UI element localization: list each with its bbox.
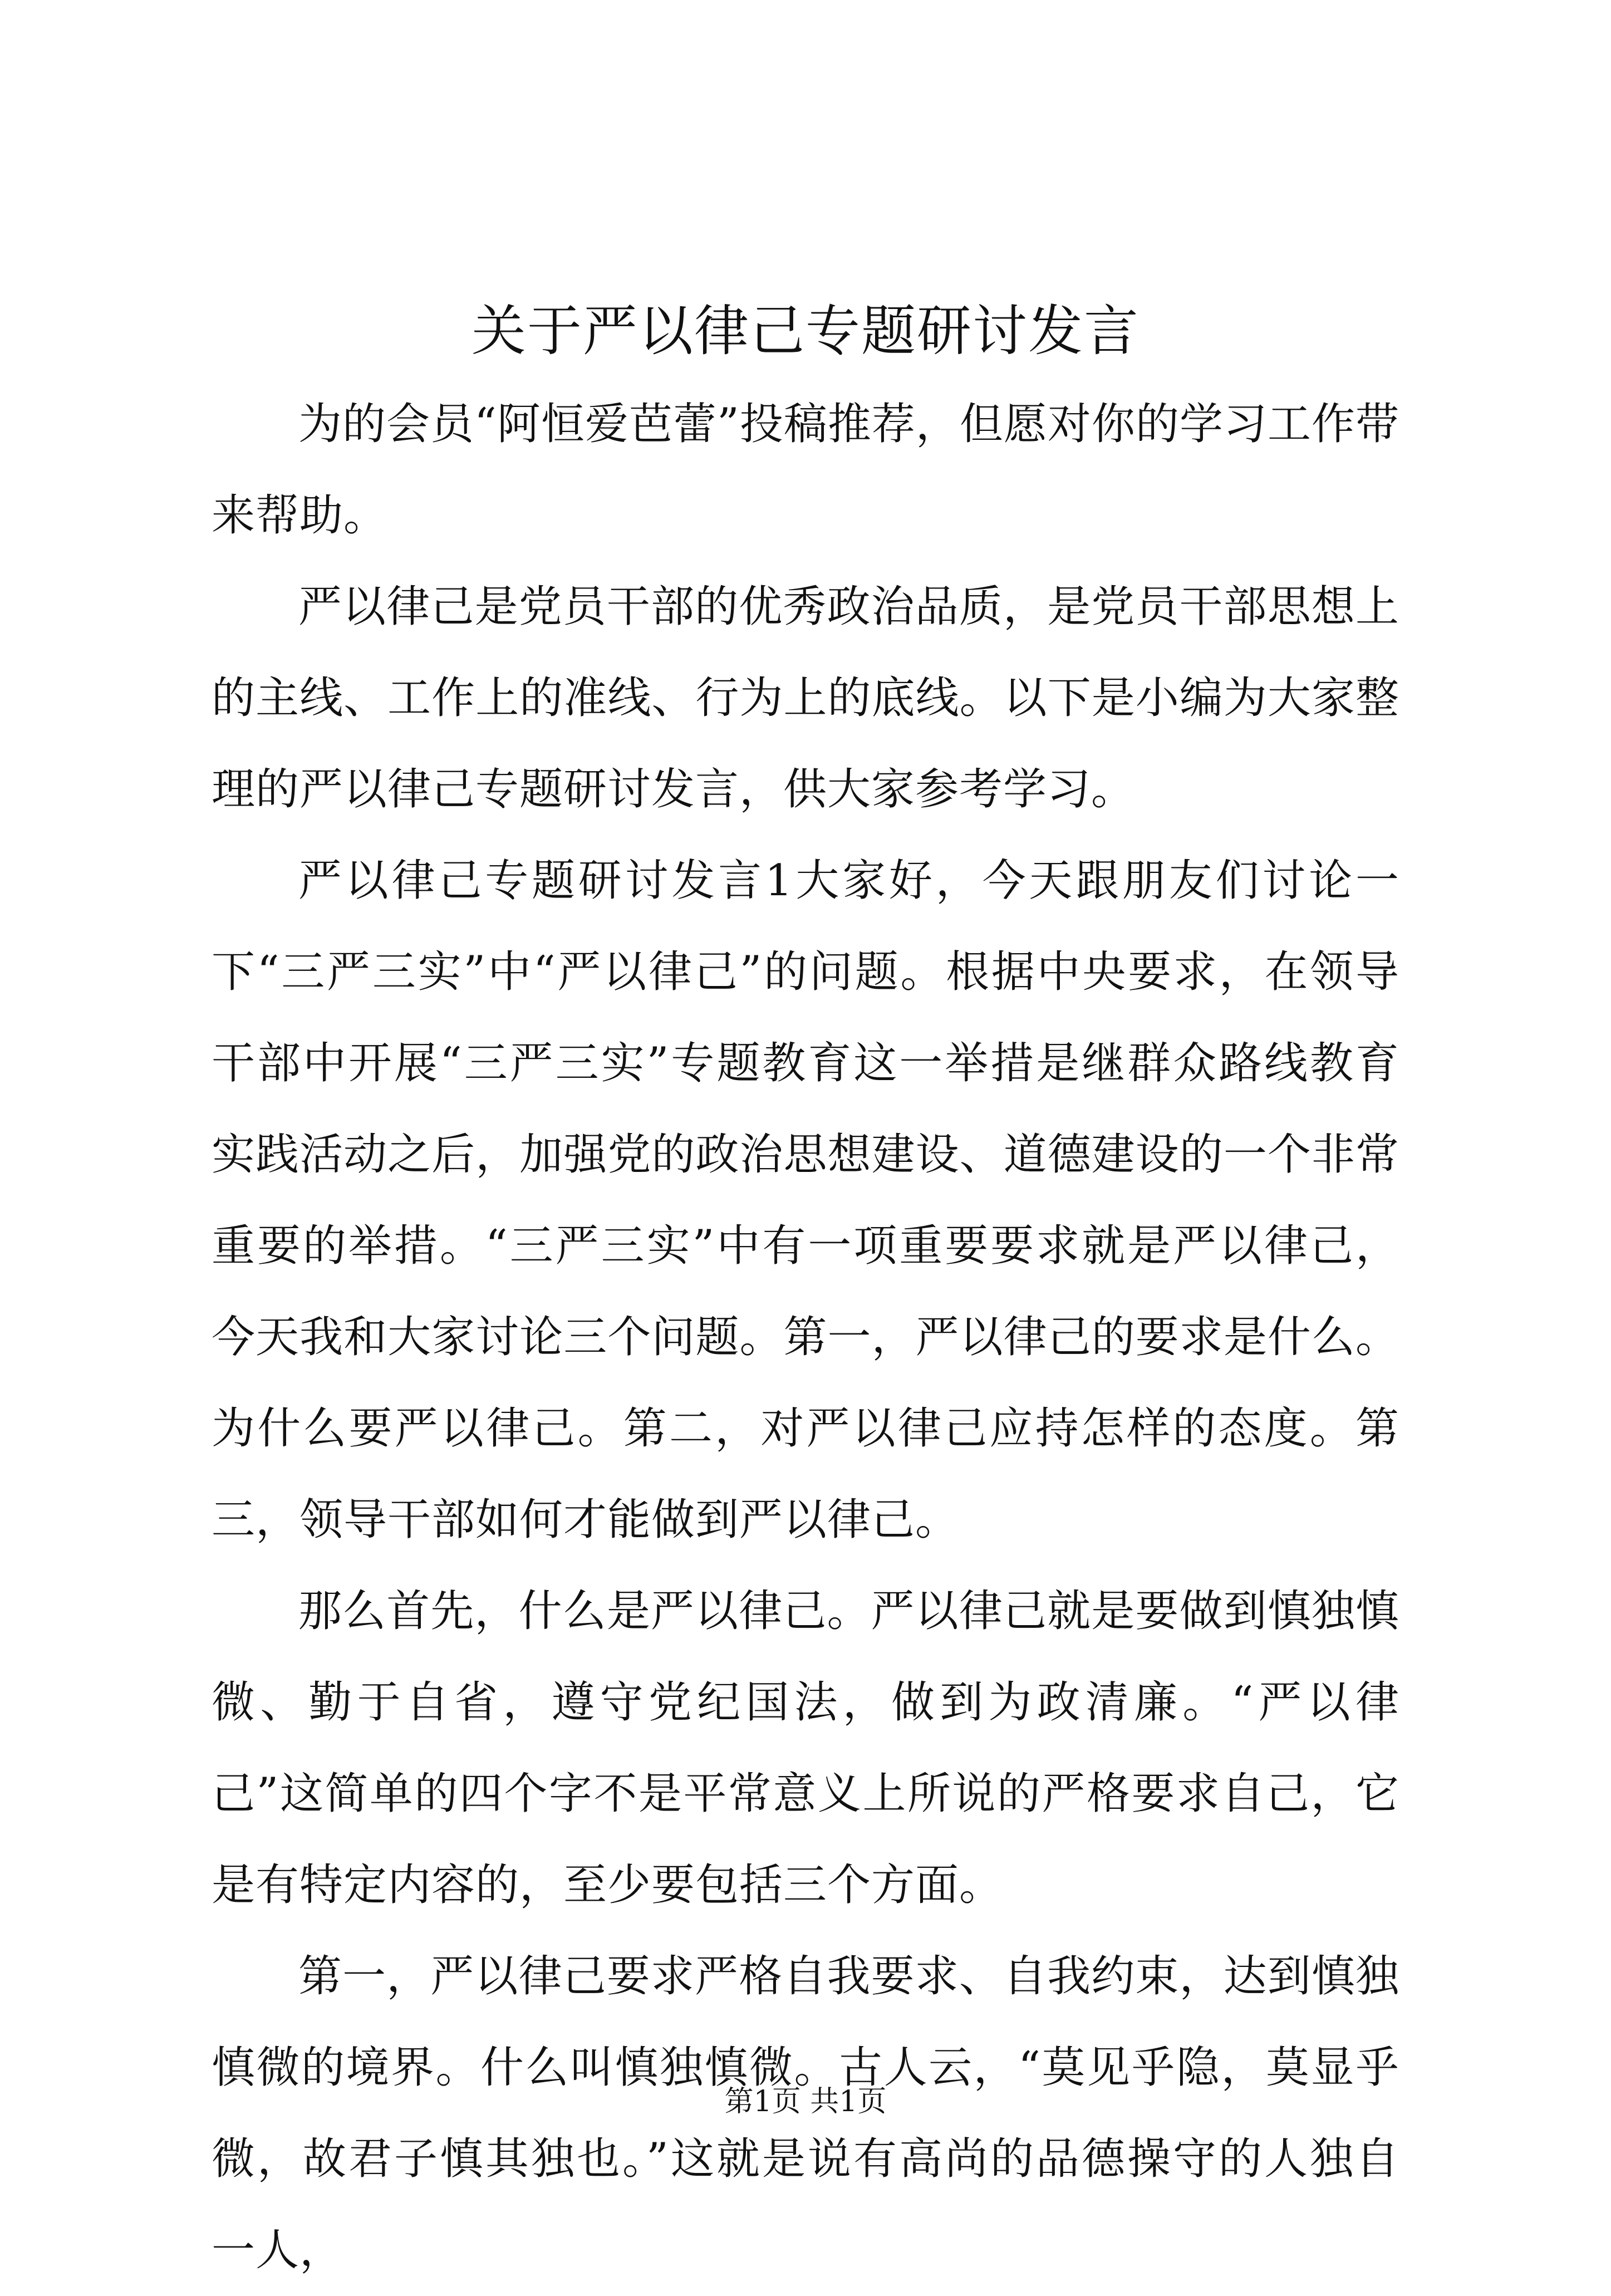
- page-footer: 第1页 共1页: [724, 2085, 887, 2118]
- document-body: [212, 379, 1399, 2296]
- paragraph-summary: 严以律己是党员干部的优秀政治品质，是党员干部思想上的主线、工作上的准线、行为上的底线。以下是小编为大家整理的严以律己专题研讨发言，供大家参考学习。: [212, 582, 1399, 815]
- paragraph-definition: 那么首先，什么是严以律己。严以律己就是要做到慎独慎微、勤于自省，遵守党纪国法，做到为政清廉。“严以律己”这简单的四个字不是平常意义上所说的严格要求自己，它是有特定内容的，至少要包括三个方面。: [212, 1586, 1399, 1910]
- paragraph-first-point: 第一，严以律己要求严格自我要求、自我约束，达到慎独慎微的境界。什么叫慎独慎微。古人云，“莫见乎隐，莫显乎微，故君子慎其独也。”这就是说有高尚的品德操守的人独自一人，: [212, 1951, 1399, 2275]
- paragraph-speech-1: 严以律己专题研讨发言1大家好，今天跟朋友们讨论一下“三严三实”中“严以律己”的问题。根据中央要求，在领导干部中开展“三严三实”专题教育这一举措是继群众路线教育实践活动之后，加强党的政治思想建设、道德建设的一个非常重要的举措。“三严三实”中有一项重要要求就是严以律己，今天我和大家讨论三个问题。第一，严以律己的要求是什么。为什么要严以律己。第二，对严以律己应持怎样的态度。第三，领导干部如何才能做到严以律己。: [212, 856, 1399, 1545]
- paragraph-intro: 为的会员“阿恒爱芭蕾”投稿推荐，但愿对你的学习工作带来帮助。: [212, 399, 1399, 541]
- document-title: 关于严以律己专题研讨发言: [471, 300, 1140, 363]
